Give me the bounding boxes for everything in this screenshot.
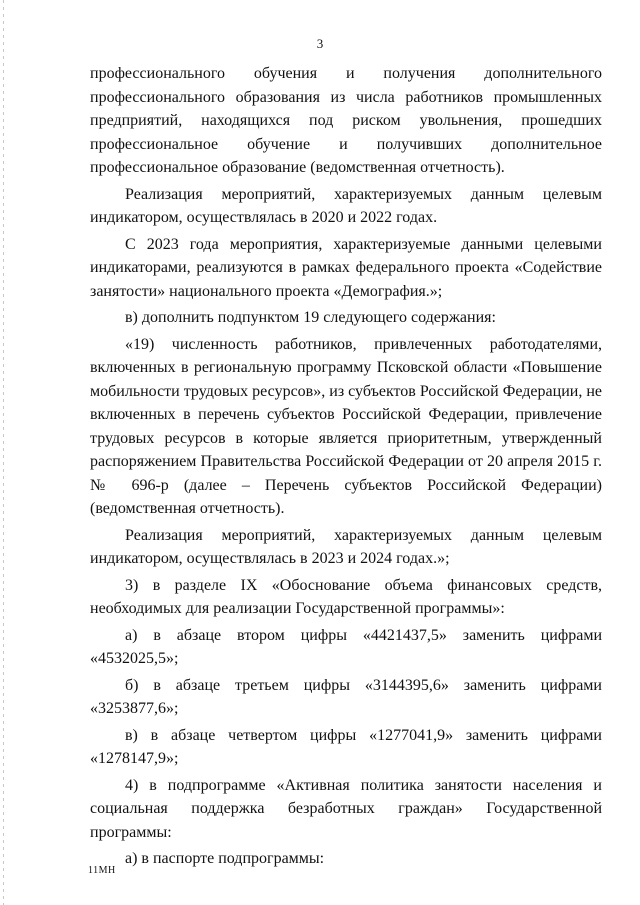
- paragraph-2: Реализация мероприятий, характеризуемых данным целевым индикатором, осуществлялась в 2020 и 2022 годах.: [90, 185, 602, 226]
- page-number: 3: [316, 36, 324, 51]
- paragraph-5: «19) численность работников, привлеченных работодателями, включенных в региональную программу Псковской области «Повышение мобильности трудовых ресурсов», из субъектов Российской Федерации, не включенных в перечень субъектов Российской Федерации, привлечение трудовых ресурсов в которые является приоритетным, утвержденный распоряжением Правительства Российской Федерации от 20 апреля 2015 г. № 696-р (далее – Перечень субъектов Российской Федерации) (ведомственная отчетность).: [90, 335, 602, 517]
- paragraph-1: профессионального обучения и получения дополнительного профессионального образования из числа работников промышленных предприятий, находящихся под риском увольнения, прошедших профессиональное обучение и получивших дополнительное профессиональное образование (ведомственная отчетность).: [90, 65, 602, 176]
- document-body: [90, 62, 602, 874]
- paragraph-6: Реализация мероприятий, характеризуемых данным целевым индикатором, осуществлялась в 2023 и 2024 годах.»;: [90, 526, 602, 567]
- paragraph-11: 4) в подпрограмме «Активная политика занятости населения и социальная поддержка безработных граждан» Государственной программы:: [90, 776, 602, 841]
- paragraph-9: б) в абзаце третьем цифры «3144395,6» заменить цифрами «3253877,6»;: [90, 676, 602, 717]
- scan-edge-line: [3, 0, 4, 905]
- paragraph-8: а) в абзаце втором цифры «4421437,5» заменить цифрами «4532025,5»;: [90, 626, 602, 667]
- paragraph-3: С 2023 года мероприятия, характеризуемые данными целевыми индикаторами, реализуются в рамках федерального проекта «Содействие занятости» национального проекта «Демография.»;: [90, 235, 602, 300]
- paragraph-4: в) дополнить подпунктом 19 следующего содержания:: [125, 309, 496, 326]
- paragraph-10: в) в абзаце четвертом цифры «1277041,9» заменить цифрами «1278147,9»;: [90, 726, 602, 767]
- paragraph-7: 3) в разделе IX «Обоснование объема финансовых средств, необходимых для реализации Государственной программы»:: [90, 576, 602, 617]
- paragraph-12: а) в паспорте подпрограммы:: [125, 850, 325, 867]
- document-code: 11МН: [88, 865, 116, 876]
